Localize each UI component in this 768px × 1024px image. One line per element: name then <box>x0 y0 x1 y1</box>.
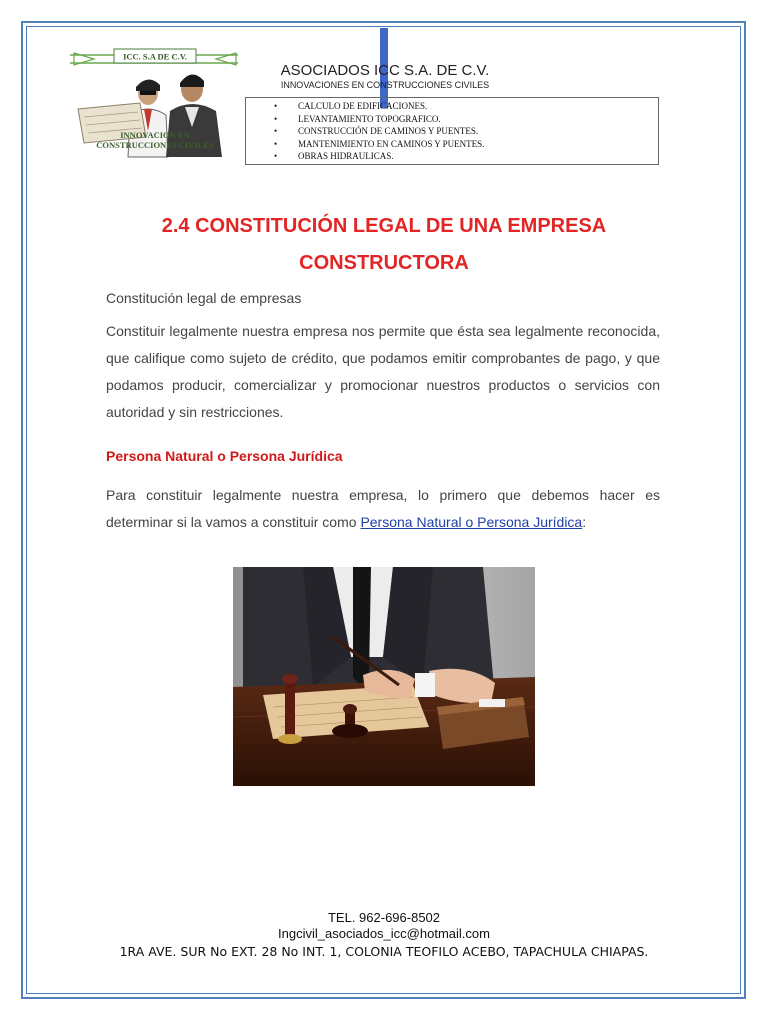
persona-natural-juridica-link[interactable]: Persona Natural o Persona Jurídica <box>360 514 583 530</box>
footer-phone: TEL. 962-696-8502 <box>327 910 441 925</box>
footer-address: 1RA AVE. SUR No EXT. 28 No INT. 1, COLONIA TEOFILO ACEBO, TAPACHULA CHIAPAS. <box>119 944 649 959</box>
paragraph-persona-text: Para constituir legalmente nuestra empresa, lo primero que debemos hacer es determinar si la vamos a constituir como <box>106 487 660 530</box>
svg-text:CONSTRUCCIONES CIVILES: CONSTRUCCIONES CIVILES <box>96 140 214 150</box>
services-list <box>246 100 658 163</box>
services-list-box <box>245 97 659 165</box>
subheading: Constitución legal de empresas <box>106 290 302 306</box>
service-item: • CONSTRUCCIÓN DE CAMINOS Y PUENTES. <box>298 125 658 138</box>
company-tagline: INNOVACIONES EN CONSTRUCCIONES CIVILES <box>280 80 490 90</box>
paragraph-persona <box>106 482 660 536</box>
paragraph-persona-end: : <box>582 514 587 530</box>
svg-text:ICC. S.A DE C.V.: ICC. S.A DE C.V. <box>123 51 187 62</box>
lawyer-signing-photo <box>233 567 535 786</box>
company-name: ASOCIADOS ICC S.A. DE C.V. <box>280 62 490 79</box>
section-title-line2: CONSTRUCTORA <box>299 252 469 274</box>
service-item: • OBRAS HIDRAULICAS. <box>298 150 658 163</box>
service-item: • LEVANTAMIENTO TOPOGRAFICO. <box>298 113 658 126</box>
section-heading: Persona Natural o Persona Jurídica <box>106 448 343 464</box>
section-title <box>106 208 662 282</box>
paragraph-intro: Constituir legalmente nuestra empresa nos permite que ésta sea legalmente reconocida, que califique como sujeto de crédito, que podamos emitir comprobantes de pago, y que podamos producir, comercializar y promocionar nuestros productos o servicios con autoridad y sin restricciones. <box>106 323 660 420</box>
company-logo <box>70 45 240 160</box>
footer-email: Ingcivil_asociados_icc@hotmail.com <box>278 926 490 941</box>
service-item: • MANTENIMIENTO EN CAMINOS Y PUENTES. <box>298 138 658 151</box>
section-title-line1: 2.4 CONSTITUCIÓN LEGAL DE UNA EMPRESA <box>161 215 607 237</box>
svg-text:INNOVACION EN: INNOVACION EN <box>120 130 190 140</box>
service-item: • CALCULO DE EDIFICACIONES. <box>298 100 658 113</box>
